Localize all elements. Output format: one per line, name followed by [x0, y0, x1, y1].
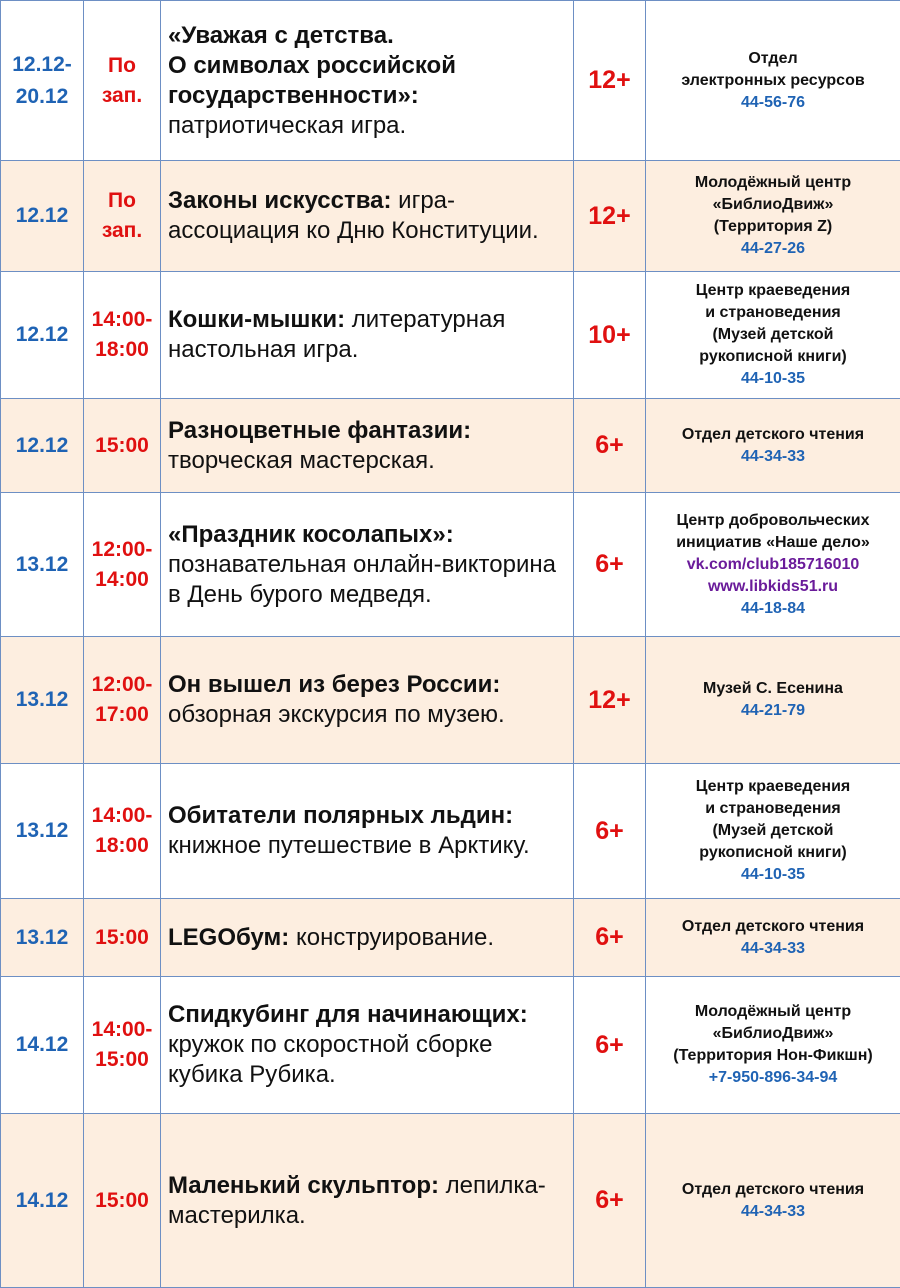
event-organizer-cell — [646, 764, 900, 899]
event-title-cell — [161, 1, 574, 161]
organizer-name: Молодёжный центр «БиблиоДвиж» (Территория Нон-Фикшн) — [646, 1001, 900, 1067]
event-title: Кошки-мышки: — [168, 306, 345, 333]
organizer-name: Отдел детского чтения — [646, 916, 900, 938]
event-description: кружок по скоростной сборке кубика Рубика. — [168, 1031, 492, 1088]
event-date: 12.12 — [1, 399, 84, 493]
organizer-name: Молодёжный центр «БиблиоДвиж» (Территория Z) — [646, 172, 900, 238]
events-table-body — [1, 1, 900, 1288]
event-title-cell — [161, 493, 574, 637]
organizer-phone: 44-34-33 — [646, 938, 900, 960]
event-organizer-cell — [646, 899, 900, 977]
event-row — [1, 493, 900, 637]
event-organizer-cell — [646, 1, 900, 161]
event-title-cell — [161, 977, 574, 1114]
event-title-cell — [161, 399, 574, 493]
organizer-phone: 44-10-35 — [646, 368, 900, 390]
event-row — [1, 1, 900, 161]
event-row — [1, 977, 900, 1114]
event-time: По зап. — [84, 161, 161, 272]
event-age-rating: 12+ — [574, 161, 646, 272]
event-title-cell — [161, 272, 574, 399]
event-description: игра-ассоциация ко Дню Конституции. — [168, 187, 539, 244]
event-title: LEGOбум: — [168, 924, 289, 951]
event-description: обзорная экскурсия по музею. — [168, 701, 505, 728]
event-title: Спидкубинг для начинающих: — [168, 1001, 528, 1028]
event-date: 14.12 — [1, 1114, 84, 1288]
event-description: патриотическая игра. — [168, 112, 406, 139]
event-title-cell — [161, 764, 574, 899]
event-time: 14:00- 15:00 — [84, 977, 161, 1114]
event-date: 13.12 — [1, 899, 84, 977]
organizer-phone: 44-34-33 — [646, 1201, 900, 1223]
event-date: 13.12 — [1, 493, 84, 637]
event-age-rating: 10+ — [574, 272, 646, 399]
event-date: 12.12- 20.12 — [1, 1, 84, 161]
event-title-cell — [161, 161, 574, 272]
event-organizer-cell — [646, 1114, 900, 1288]
event-organizer-cell — [646, 161, 900, 272]
event-age-rating: 6+ — [574, 764, 646, 899]
organizer-name: Отдел детского чтения — [646, 1179, 900, 1201]
event-organizer-cell — [646, 272, 900, 399]
event-row — [1, 272, 900, 399]
event-description: лепилка-мастерилка. — [168, 1172, 546, 1229]
event-organizer-cell — [646, 977, 900, 1114]
organizer-phone: 44-21-79 — [646, 700, 900, 722]
event-title: Он вышел из берез России: — [168, 671, 500, 698]
event-organizer-cell — [646, 637, 900, 764]
event-age-rating: 12+ — [574, 1, 646, 161]
event-description: книжное путешествие в Арктику. — [168, 832, 530, 859]
event-title: «Уважая с детства. О символах российской государственности»: — [168, 22, 456, 109]
event-row — [1, 399, 900, 493]
organizer-link[interactable]: www.libkids51.ru — [646, 576, 900, 598]
event-title: Законы искусства: — [168, 187, 392, 214]
organizer-link[interactable]: vk.com/club185716010 — [646, 554, 900, 576]
event-date: 12.12 — [1, 161, 84, 272]
event-title: Обитатели полярных льдин: — [168, 802, 513, 829]
event-description: конструирование. — [289, 924, 494, 951]
event-date: 14.12 — [1, 977, 84, 1114]
event-row — [1, 637, 900, 764]
event-time: 15:00 — [84, 1114, 161, 1288]
event-time: По зап. — [84, 1, 161, 161]
event-time: 14:00- 18:00 — [84, 272, 161, 399]
event-time: 14:00- 18:00 — [84, 764, 161, 899]
organizer-phone: 44-10-35 — [646, 864, 900, 886]
organizer-name: Центр краеведения и страноведения (Музей детской рукописной книги) — [646, 776, 900, 864]
event-title: Маленький скульптор: — [168, 1172, 439, 1199]
event-date: 13.12 — [1, 764, 84, 899]
organizer-name: Отдел электронных ресурсов — [646, 48, 900, 92]
event-description: литературная настольная игра. — [168, 306, 505, 363]
event-time: 12:00- 17:00 — [84, 637, 161, 764]
organizer-phone: 44-56-76 — [646, 92, 900, 114]
event-description: познавательная онлайн-викторина в День бурого медведя. — [168, 551, 556, 608]
event-age-rating: 6+ — [574, 399, 646, 493]
organizer-phone: 44-27-26 — [646, 238, 900, 260]
event-row — [1, 899, 900, 977]
event-time: 15:00 — [84, 899, 161, 977]
event-organizer-cell — [646, 399, 900, 493]
event-title: «Праздник косолапых»: — [168, 521, 454, 548]
event-description: творческая мастерская. — [168, 447, 435, 474]
event-age-rating: 12+ — [574, 637, 646, 764]
organizer-name: Музей С. Есенина — [646, 678, 900, 700]
organizer-name: Отдел детского чтения — [646, 424, 900, 446]
organizer-name: Центр добровольческих инициатив «Наше дело» — [646, 510, 900, 554]
event-time: 12:00- 14:00 — [84, 493, 161, 637]
event-title: Разноцветные фантазии: — [168, 417, 471, 444]
event-row — [1, 1114, 900, 1288]
event-date: 12.12 — [1, 272, 84, 399]
event-age-rating: 6+ — [574, 977, 646, 1114]
event-age-rating: 6+ — [574, 493, 646, 637]
event-row — [1, 161, 900, 272]
event-date: 13.12 — [1, 637, 84, 764]
event-age-rating: 6+ — [574, 899, 646, 977]
event-time: 15:00 — [84, 399, 161, 493]
organizer-phone: 44-34-33 — [646, 446, 900, 468]
event-title-cell — [161, 899, 574, 977]
organizer-phone: +7-950-896-34-94 — [646, 1067, 900, 1089]
event-organizer-cell — [646, 493, 900, 637]
event-age-rating: 6+ — [574, 1114, 646, 1288]
event-title-cell — [161, 637, 574, 764]
organizer-name: Центр краеведения и страноведения (Музей детской рукописной книги) — [646, 280, 900, 368]
organizer-phone: 44-18-84 — [646, 598, 900, 620]
event-title-cell — [161, 1114, 574, 1288]
event-row — [1, 764, 900, 899]
